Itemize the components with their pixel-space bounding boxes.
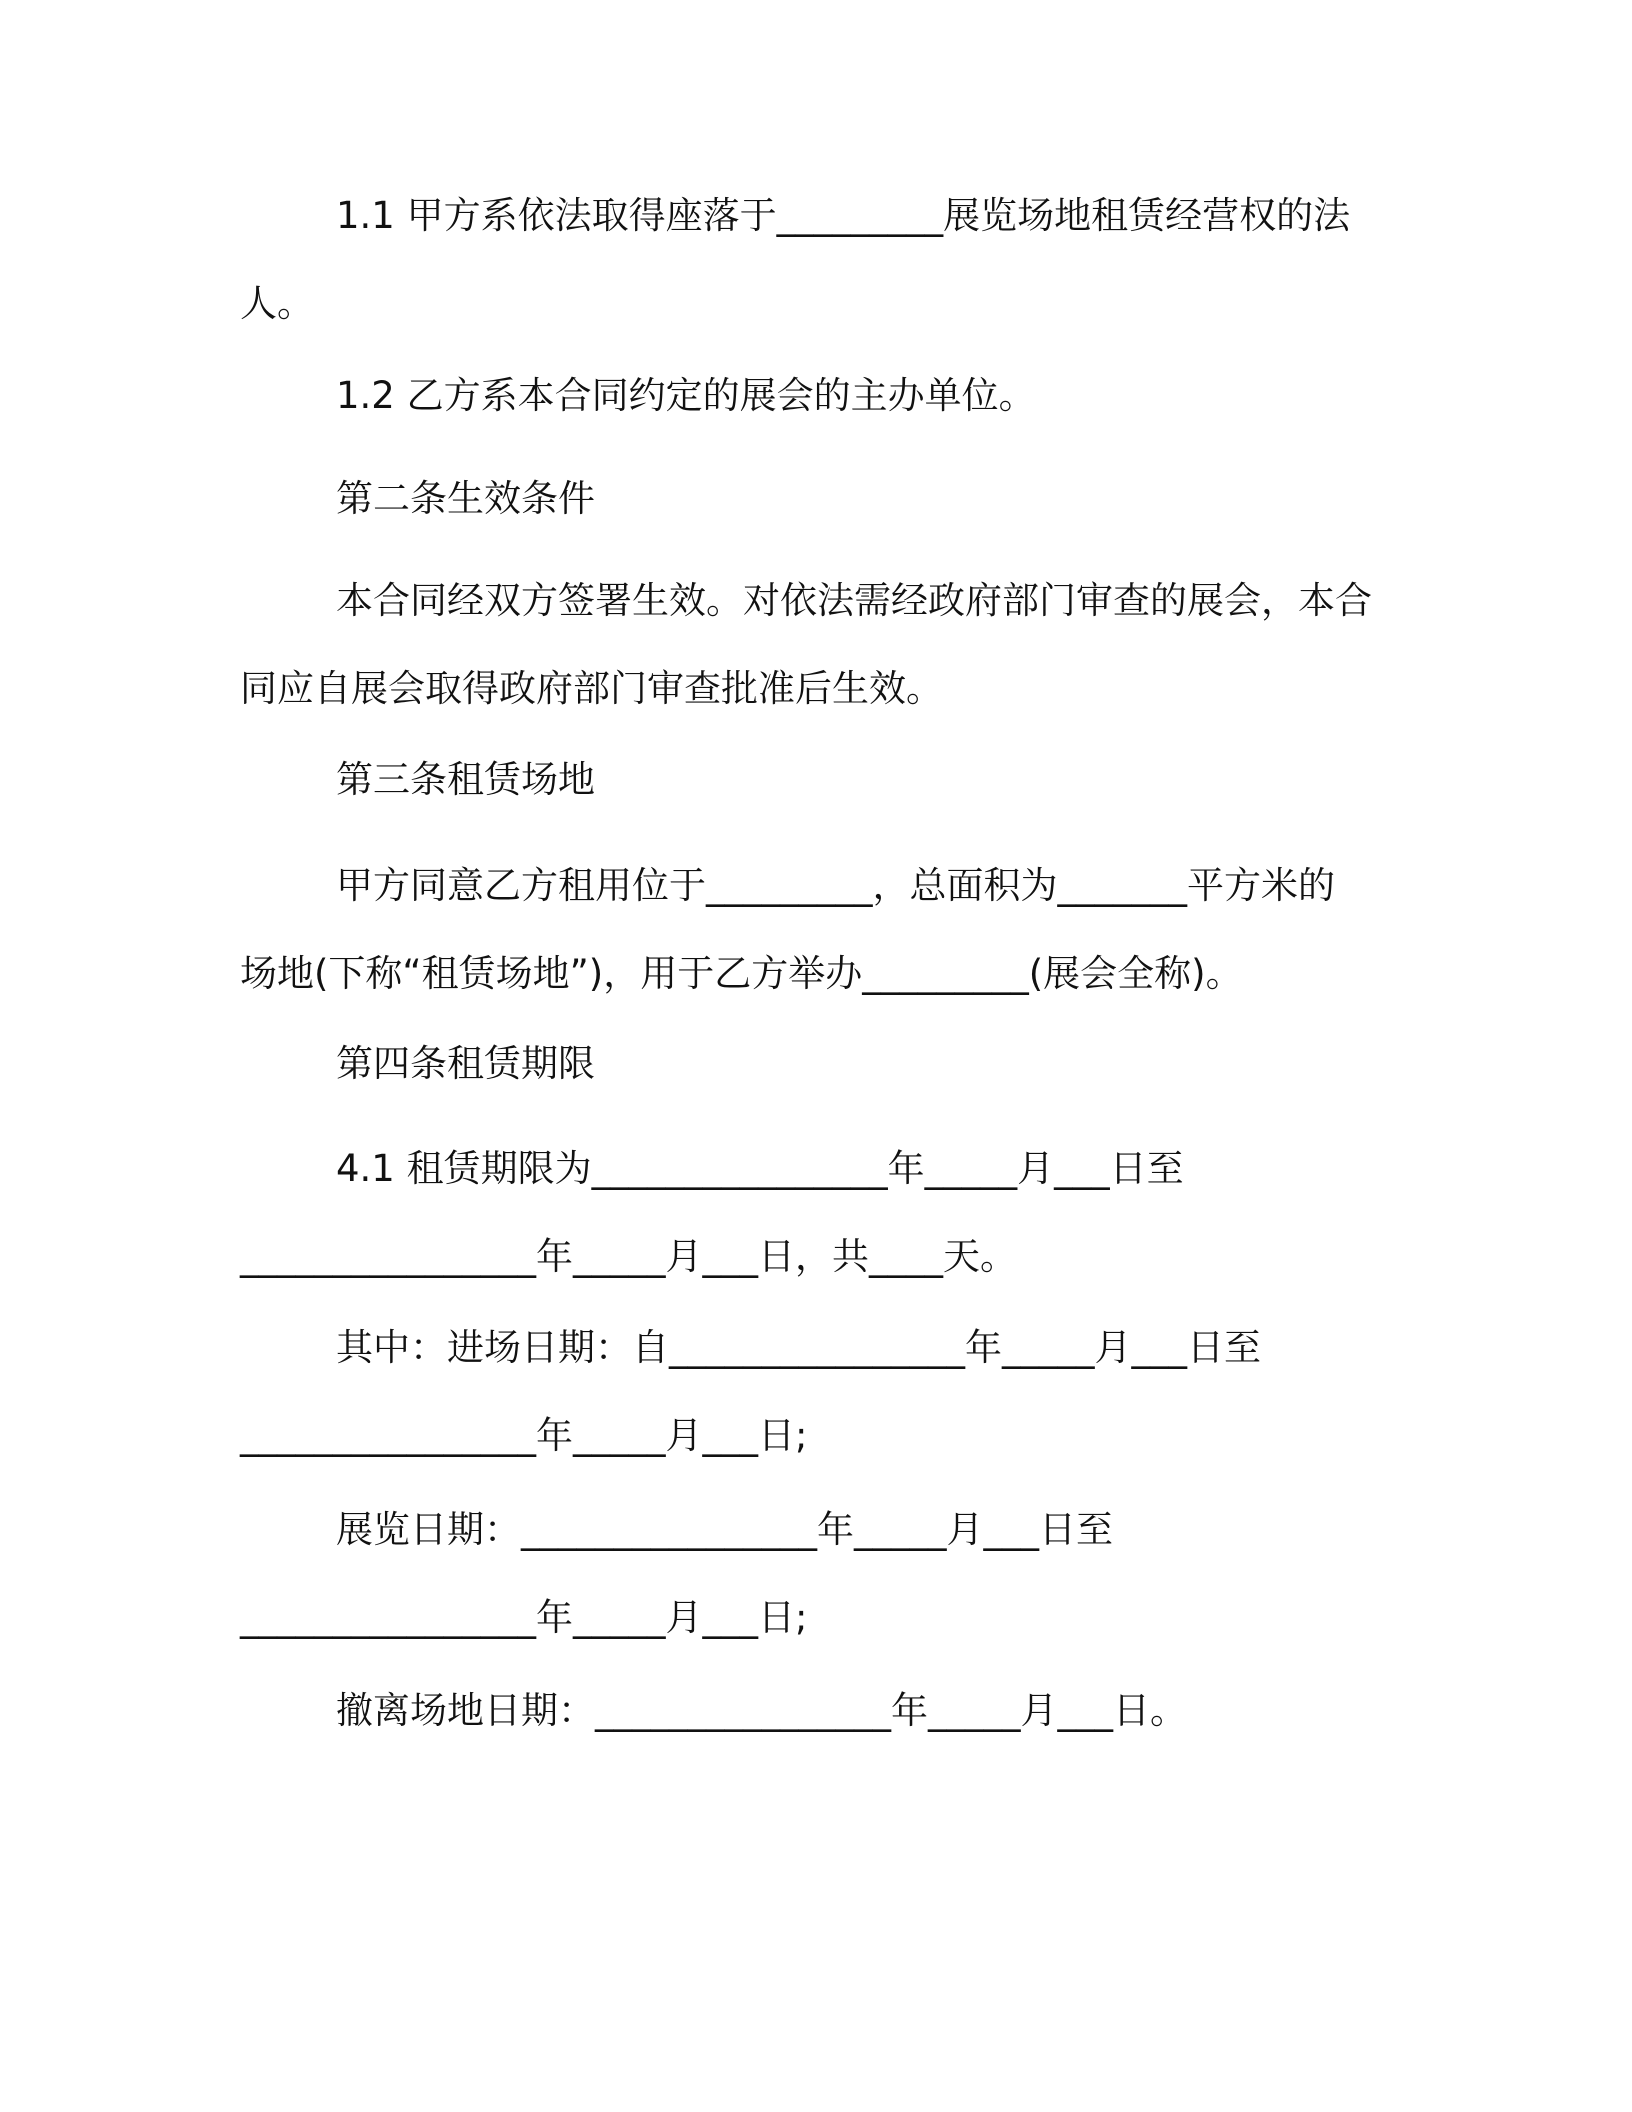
entry-dates-paragraph [240,1304,1380,1480]
clause-1-1-line-2: 人。 [240,282,314,325]
article-2-heading [240,455,1380,543]
exhibition-dates-line-1: 展览日期：________________年_____月___日至 [336,1508,1113,1551]
clause-1-2-line-1: 1.2 乙方系本合同约定的展会的主办单位。 [336,374,1036,417]
article-2-heading-text: 第二条生效条件 [336,477,595,520]
article-2-body-line-2: 同应自展会取得政府部门审查批准后生效。 [240,667,943,710]
exhibition-dates-line-2: ________________年_____月___日; [240,1596,808,1639]
clause-1-1-line-1: 1.1 甲方系依法取得座落于_________展览场地租赁经营权的法 [336,194,1351,237]
clause-1-1-paragraph [240,172,1380,348]
clause-1-2-paragraph [240,352,1380,440]
withdrawal-date-paragraph [240,1667,1380,1755]
article-2-body-paragraph [240,557,1380,733]
clause-4-1-paragraph [240,1125,1380,1301]
article-3-body-line-1: 甲方同意乙方租用位于_________，总面积为_______平方米的 [336,864,1335,907]
article-3-body-paragraph [240,842,1380,1018]
clause-4-1-line-1: 4.1 租赁期限为________________年_____月___日至 [336,1147,1184,1190]
clause-4-1-line-2: ________________年_____月___日，共____天。 [240,1235,1017,1278]
article-3-heading-text: 第三条租赁场地 [336,758,595,801]
article-2-body-line-1: 本合同经双方签署生效。对依法需经政府部门审查的展会，本合 [336,579,1372,622]
withdrawal-date-line-1: 撤离场地日期：________________年_____月___日。 [336,1689,1187,1732]
article-4-heading-text: 第四条租赁期限 [336,1042,595,1085]
article-3-body-line-2: 场地(下称“租赁场地”)，用于乙方举办_________(展会全称)。 [240,952,1243,995]
article-3-heading [240,736,1380,824]
exhibition-dates-paragraph [240,1486,1380,1662]
entry-dates-line-2: ________________年_____月___日; [240,1414,808,1457]
article-4-heading [240,1020,1380,1108]
entry-dates-line-1: 其中：进场日期：自________________年_____月___日至 [336,1326,1261,1369]
